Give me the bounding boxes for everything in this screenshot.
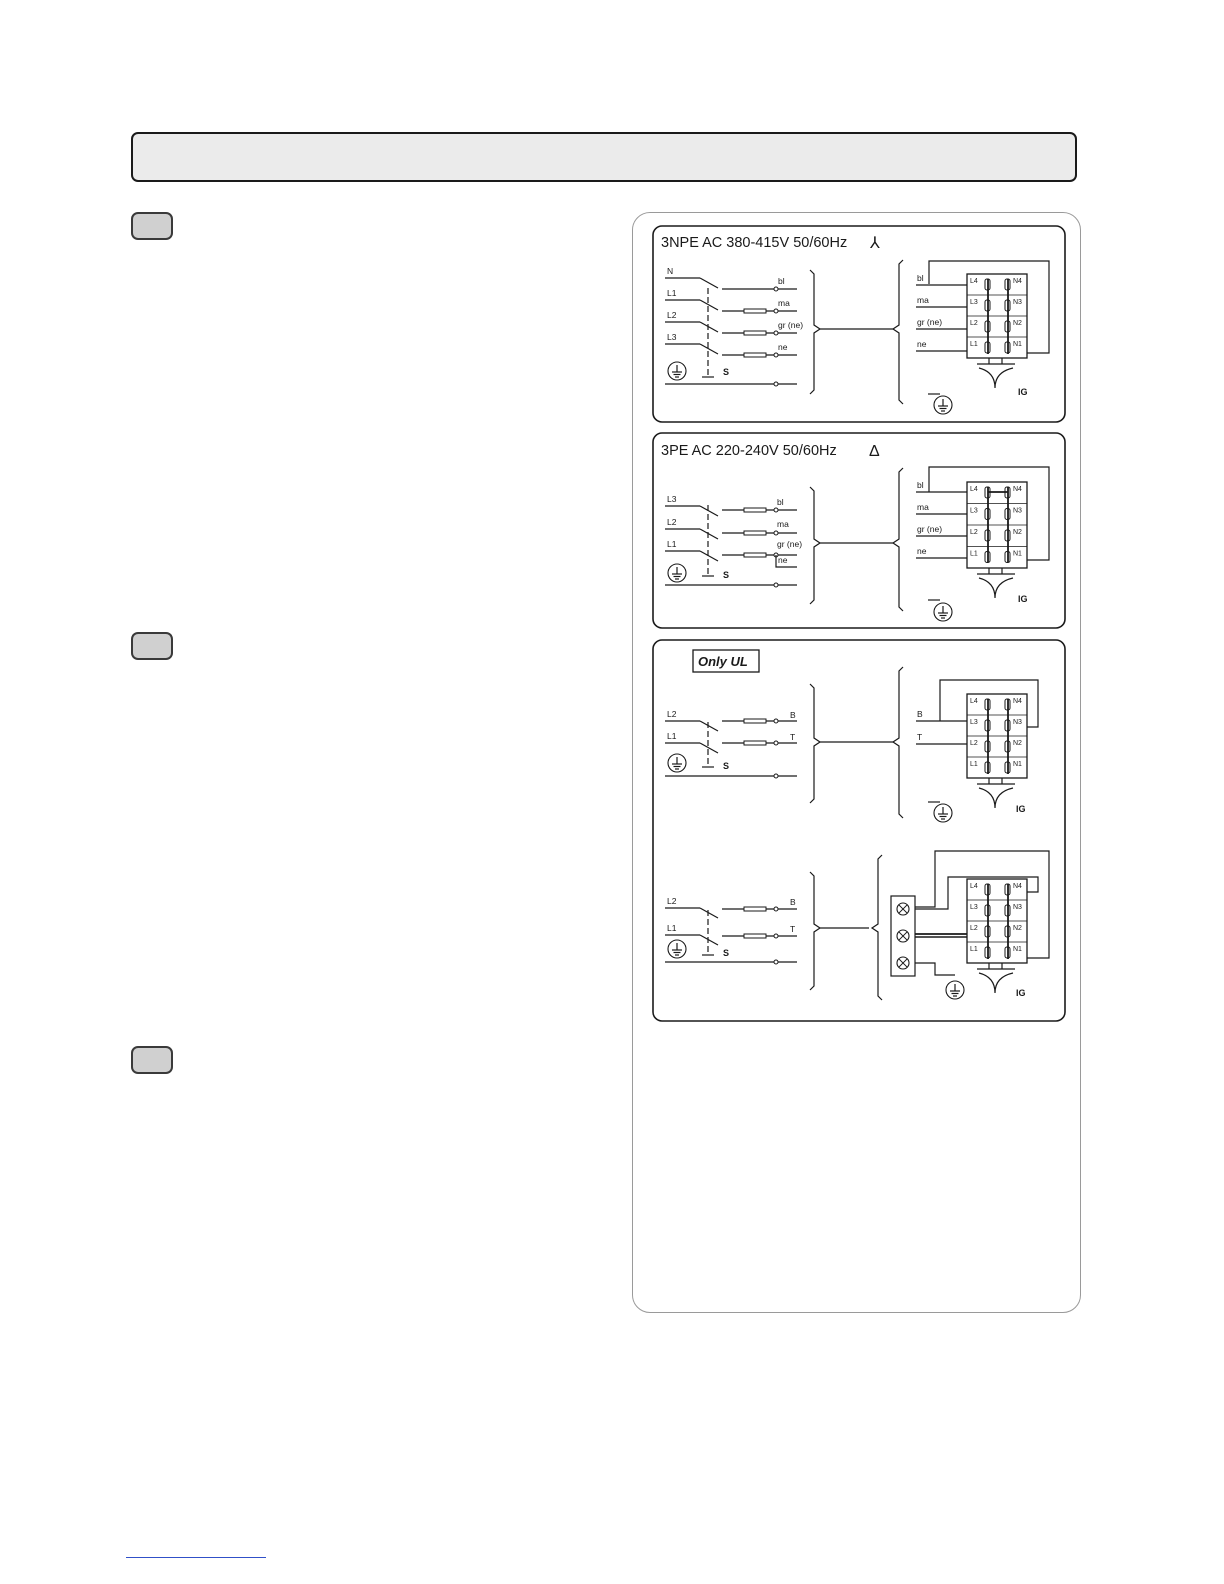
earth-wire (915, 963, 955, 975)
terminal-label: L4 (970, 486, 978, 493)
terminal-label: L4 (970, 278, 978, 285)
terminal-label: N2 (1013, 320, 1022, 327)
switch-contact (700, 908, 718, 918)
fuse (744, 719, 766, 723)
cable-color-label: T (790, 924, 796, 934)
cable-brace (893, 667, 903, 818)
cable-color-label: ma (778, 298, 790, 308)
switch-label: S (723, 761, 730, 771)
terminal-wire-label: B (917, 709, 923, 719)
switch-label: S (723, 948, 730, 958)
cable-terminal (774, 287, 778, 291)
cable-color-label: T (790, 732, 796, 742)
panel-1-title: 3NPE AC 380-415V 50/60Hz (661, 235, 848, 251)
cable-color-label: bl (777, 497, 784, 507)
terminal-id-label: IG (1018, 594, 1028, 604)
cable-color-label: gr (ne) (777, 539, 803, 549)
terminal-wire-label: ne (917, 339, 927, 349)
terminal-wire-label: bl (917, 273, 924, 283)
cable-terminal (774, 331, 778, 335)
terminal-label: L1 (970, 341, 978, 348)
cable-brace (810, 270, 820, 394)
cable-terminal (774, 934, 778, 938)
switch-contact (700, 322, 718, 332)
switch-contact (700, 551, 718, 561)
panel-2-title: 3PE AC 220-240V 50/60Hz (661, 443, 837, 459)
cable-color-label: ne (778, 555, 788, 565)
supply-line-label: L1 (667, 923, 677, 933)
terminal-label: L1 (970, 946, 978, 953)
terminal-wire-label: T (917, 732, 923, 742)
cable-brace (893, 260, 903, 404)
terminal-label: N1 (1013, 550, 1022, 558)
cable-brace (810, 872, 820, 990)
supply-line-label: L3 (667, 332, 677, 342)
fuse (744, 934, 766, 938)
cable-terminal (774, 719, 778, 723)
cable-brace (893, 468, 903, 611)
terminal-label: L4 (970, 698, 978, 705)
terminal-wire-label: ne (917, 546, 927, 556)
cable-terminal (774, 309, 778, 313)
terminal-label: L1 (970, 550, 978, 558)
terminal-label: L3 (970, 507, 978, 515)
cable-terminal (774, 382, 778, 386)
fuse (744, 553, 766, 557)
cable-color-label: gr (ne) (778, 320, 804, 330)
terminal-label: L2 (970, 320, 978, 327)
switch-contact (700, 278, 718, 288)
cable-terminal (774, 583, 778, 587)
terminal-label: N1 (1013, 761, 1022, 768)
cable-terminal (774, 960, 778, 964)
supply-line-label: L2 (667, 517, 677, 527)
cable-clamp (979, 368, 1013, 388)
cable-brace (810, 487, 820, 604)
switch-contact (700, 529, 718, 539)
terminal-label: N1 (1013, 341, 1022, 348)
supply-line-label: L2 (667, 896, 677, 906)
cable-terminal (774, 774, 778, 778)
supply-line-label: N (667, 266, 674, 276)
fuse (744, 741, 766, 745)
terminal-label: N2 (1013, 740, 1022, 747)
fuse (744, 309, 766, 313)
supply-line-label: L2 (667, 310, 677, 320)
terminal-wire-label: gr (ne) (917, 524, 943, 534)
terminal-label: L3 (970, 904, 978, 911)
terminal-label: N3 (1013, 299, 1022, 306)
cable-terminal (774, 741, 778, 745)
terminal-id-label: IG (1016, 804, 1026, 814)
terminal-label: N1 (1013, 946, 1022, 953)
switch-contact (700, 721, 718, 731)
switch-contact (700, 743, 718, 753)
cable-terminal (774, 508, 778, 512)
terminal-wire-label: gr (ne) (917, 317, 943, 327)
delta-connection-symbol: Δ (869, 443, 880, 460)
cable-brace (872, 855, 882, 1000)
supply-line-label: L1 (667, 288, 677, 298)
only-ul-label: Only UL (698, 654, 748, 669)
cable-clamp (979, 973, 1013, 993)
terminal-wire-label: bl (917, 480, 924, 490)
terminal-label: N2 (1013, 925, 1022, 932)
terminal-wire-label: ma (917, 295, 929, 305)
supply-line-label: L1 (667, 731, 677, 741)
switch-contact (700, 935, 718, 945)
terminal-label: N3 (1013, 904, 1022, 911)
cable-terminal (774, 907, 778, 911)
terminal-label: L1 (970, 761, 978, 768)
cable-clamp (979, 578, 1013, 598)
terminal-label: N3 (1013, 507, 1022, 515)
fuse (744, 508, 766, 512)
terminal-label: L2 (970, 740, 978, 747)
terminal-label: L2 (970, 529, 978, 536)
supply-line-label: L3 (667, 494, 677, 504)
terminal-label: N4 (1013, 486, 1022, 493)
terminal-label: L3 (970, 719, 978, 726)
fuse (744, 331, 766, 335)
switch-label: S (723, 367, 730, 377)
cable-color-label: bl (778, 276, 785, 286)
terminal-label: N3 (1013, 719, 1022, 726)
terminal-label: L3 (970, 299, 978, 306)
terminal-label: N4 (1013, 883, 1022, 890)
terminal-label: L2 (970, 925, 978, 932)
cable-color-label: ne (778, 342, 788, 352)
cable-color-label: B (790, 710, 796, 720)
terminal-label: N4 (1013, 698, 1022, 705)
cable-color-label: B (790, 897, 796, 907)
fuse (744, 531, 766, 535)
terminal-id-label: IG (1018, 387, 1028, 397)
switch-contact (700, 344, 718, 354)
cable-terminal (774, 353, 778, 357)
switch-contact (700, 300, 718, 310)
terminal-label: L4 (970, 883, 978, 890)
terminal-label: N4 (1013, 278, 1022, 285)
terminal-label: N2 (1013, 529, 1022, 536)
fuse (744, 353, 766, 357)
cable-brace (810, 684, 820, 803)
terminal-wire-label: ma (917, 502, 929, 512)
terminal-id-label: IG (1016, 988, 1026, 998)
cable-terminal (774, 531, 778, 535)
supply-line-label: L2 (667, 709, 677, 719)
fuse (744, 907, 766, 911)
cable-color-label: ma (777, 519, 789, 529)
cable-clamp (979, 788, 1013, 808)
supply-line-label: L1 (667, 539, 677, 549)
switch-label: S (723, 570, 730, 580)
switch-contact (700, 506, 718, 516)
star-connection-symbol: ⅄ (870, 235, 880, 252)
